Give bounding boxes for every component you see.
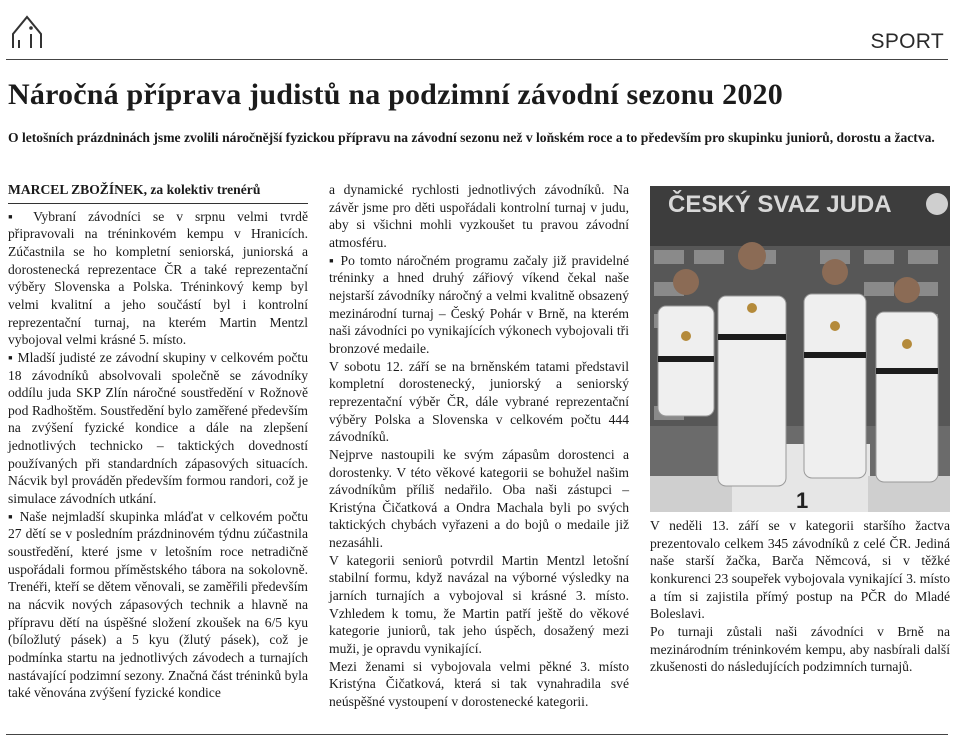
paragraph: ▪ Mladší judisté ze závodní skupiny v celkovém počtu 18 závodníků absolvovali společně se závodníky oddílu juda SKP Zlín náročné soustředění v Rožnově pod Radhoštěm. Soustředění bylo zaměřené především na zvýšení fyzické kondice a dále na zlepšení jednotlivých technicko – taktických dovedností používaných při standardních zápasových situacích. Nácvik byl prováděn především formou randori, což je simulace závodních utkání. [8,349,308,507]
house-outline-icon [9,12,47,50]
article-column-1 [8,181,308,702]
paragraph: Nejprve nastoupili ke svým zápasům dorostenci a dorostenky. V této věkové kategorii se bohužel našim závodníkům příliš nedařilo. Oba naši zástupci – Kristýna Čičatková a Ondra Machala byli po svých taktických chybách vyřazeni a do bojů o medaile již nezasáhli. [329,446,629,551]
paragraph: ▪ Vybraní závodníci se v srpnu velmi tvrdě připravovali na tréninkovém kempu v Hranicích. Zúčastnila se ho kompletní seniorská, juniorská a dorostenecká reprezentace ČR a také reprezentační výběry Slovenska a Polska. Tréninkový kemp byl velmi kvalitní a jeho součástí byl i kontrolní reprezentační turnaj, na kterém Martin Mentzl vybojoval velmi krásné 5. místo. [8,208,308,348]
section-label: SPORT [870,30,944,53]
paragraph: V neděli 13. září se v kategorii staršího žactva prezentovalo celkem 345 závodníků z celé ČR. Jediná naše starší žačka, Barča Němcová, si v těžké konkurenci 23 soupeřek vybojovala vynikající 3. místo a tím si zajistila přímý postup na PČR do Mladé Boleslavi. [650,518,950,622]
article-title: Náročná příprava judistů na podzimní závodní sezonu 2020 [8,78,783,111]
article-column-3 [650,517,950,676]
paragraph: V sobotu 12. září se na brněnském tatami představil kompletní dorostenecký, juniorský a seniorský reprezentační výběr ČR, dále vybrané reprezentační výběry Polska a Slovenska v celkovém počtu 444 závodníků. [329,358,629,445]
podium-photo [650,186,950,512]
photo-banner-text: ČESKÝ SVAZ JUDA [668,191,892,218]
article-lead: O letošních prázdninách jsme zvolili náročnější fyzickou přípravu na závodní sezonu než v loňském roce a to především pro skupinku juniorů, dorostu a žactva. [8,130,935,145]
top-divider [6,59,948,60]
podium-number: 1 [796,488,809,512]
bottom-divider [6,734,948,735]
paragraph: a dynamické rychlosti jednotlivých závodníků. Na závěr jsme pro děti uspořádali kontrolní turnaj v judu, aby si všichni mohli vyzkoušet tu pravou závodní atmosféru. [329,182,629,250]
paragraph: V kategorii seniorů potvrdil Martin Mentzl letošní stabilní formu, když navázal na výborné výsledky na jarních turnajích a vybojoval si krásné 3. místo. Vzhledem k tomu, že Martin patří ještě do věkové kategorie juniorů, tak jeho úspěch, dosažený mezi muži, je opravdu vynikající. [329,552,629,657]
paragraph: ▪ Naše nejmladší skupinka mláďat v celkovém počtu 27 dětí se v posledním prázdninovém týdnu zúčastnila soustředění, které jsme v letošním roce netradičně uspořádali formou příměstského tábora na sokolovně. Trenéři, kteří se dětem věnovali, se zaměřili především na nácvik nových zápasových technik a hlavně na přípravu dětí na úspěšné složení zkoušek na 6/5 kyu (bíložlutý pásek) a 5 kyu (žlutý pásek), což je podmínka startu na jednotlivých závodech a turnajích nastávající podzimní sezony. Značná část tréninků byla také věnována zvýšení fyzické kondice [8,508,308,701]
paragraph: ▪ Po tomto náročném programu začaly již pravidelné tréninky a hned druhý zářiový víkend čekal naše nejstarší závodníky náročný a velmi kvalitně obsazený mezinárodní turnaj – Český Pohár v Brně, na kterém naši závodníci po vynikajících výkonech vybojovali tři bronzové medaile. [329,252,629,356]
paragraph: Mezi ženami si vybojovala velmi pěkné 3. místo Kristýna Čičatková, která si tak vynahradila své neúspěšné vystoupení v dorostenecké kategorii. [329,658,629,710]
paragraph: Po turnaji zůstali naši závodníci v Brně na mezinárodním tréninkovém kempu, aby nasbírali další zkušenosti do následujících podzimních turnajů. [650,623,950,675]
article-byline: MARCEL ZBOŽÍNEK, za kolektiv trenérů [8,181,308,204]
article-column-2 [329,181,629,711]
